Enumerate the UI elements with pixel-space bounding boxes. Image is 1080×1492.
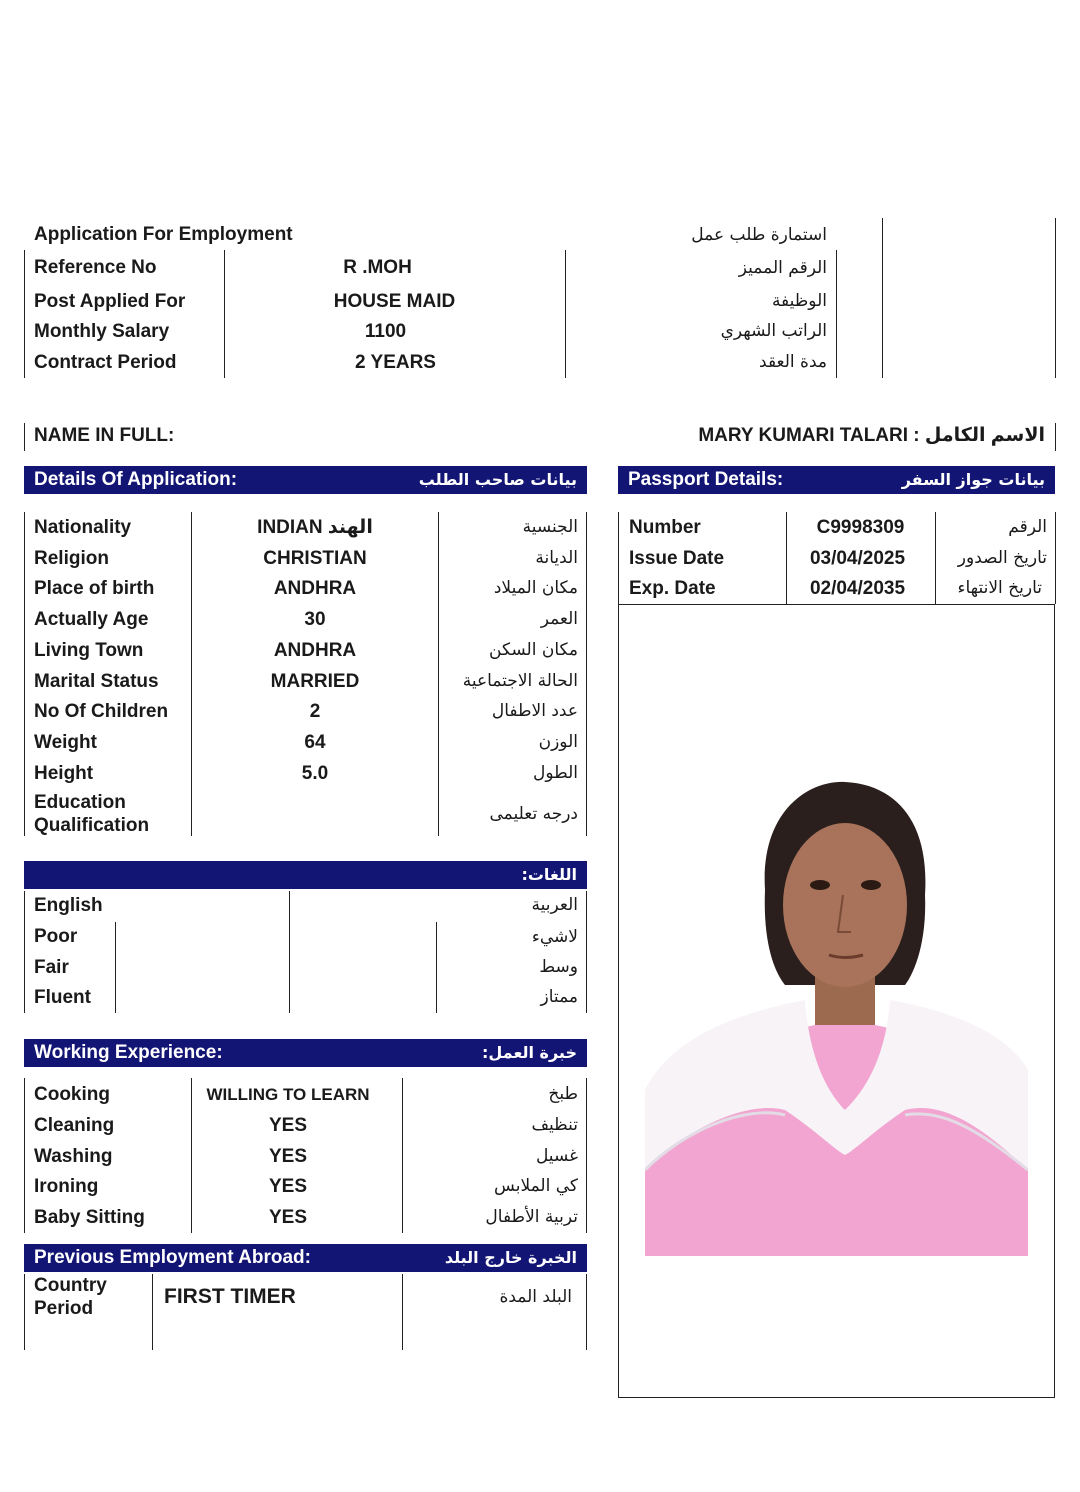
experience-row-label: Cooking (34, 1084, 110, 1105)
application-row-value: INDIAN الهند (257, 517, 373, 538)
divider (289, 891, 290, 1013)
language-level-fair-ar: وسط (539, 957, 578, 977)
application-row-value: 30 (304, 609, 326, 630)
application-row-label-ar: العمر (540, 609, 578, 629)
passport-number-label-ar: الرقم (1008, 517, 1047, 537)
experience-section-title-ar: خبرة العمل: (482, 1043, 577, 1062)
applicant-photo (645, 770, 1028, 1256)
contract-label-ar: مدة العقد (759, 352, 827, 372)
passport-section-title: Passport Details: (628, 469, 784, 490)
post-label-ar: الوظيفة (771, 291, 827, 311)
experience-row-label-ar: تربية الأطفال (485, 1207, 578, 1227)
education-label-ar: درجه تعليمى (489, 804, 578, 824)
exp-date-label: Exp. Date (629, 578, 716, 599)
language-level-poor: Poor (34, 926, 78, 947)
experience-section-header (24, 1039, 587, 1067)
languages-arabic-header: العربية (531, 895, 578, 915)
divider (152, 1274, 153, 1350)
divider (24, 891, 25, 1013)
language-level-fair: Fair (34, 957, 69, 978)
abroad-section-title-ar: الخبرة خارج البلد (444, 1248, 577, 1267)
abroad-value: FIRST TIMER (164, 1285, 296, 1308)
reference-value: R .MOH (343, 257, 412, 278)
divider (115, 922, 116, 1013)
experience-row-value: WILLING TO LEARN (206, 1085, 370, 1104)
divider (24, 423, 25, 451)
divider (1055, 218, 1056, 378)
application-row-label-ar: الديانة (535, 548, 578, 568)
divider (935, 512, 936, 604)
salary-label-ar: الراتب الشهري (720, 321, 827, 341)
application-row-label-ar: مكان السكن (489, 640, 578, 660)
divider (586, 512, 587, 836)
application-title-ar: استمارة طلب عمل (691, 225, 827, 245)
divider (402, 1274, 403, 1350)
application-row-label: Religion (34, 548, 109, 569)
experience-row-label: Ironing (34, 1176, 99, 1197)
full-name-label: NAME IN FULL: (34, 425, 175, 446)
divider (24, 512, 25, 836)
application-row-label-ar: الجنسية (522, 517, 578, 537)
divider (24, 1078, 25, 1233)
application-section-title: Details Of Application: (34, 469, 238, 490)
experience-row-value: YES (268, 1115, 308, 1136)
divider (191, 1078, 192, 1233)
languages-section-title-ar: اللغات: (521, 865, 577, 884)
application-section-header (24, 466, 587, 494)
divider (24, 1274, 25, 1350)
experience-section-title: Working Experience: (34, 1042, 223, 1063)
abroad-country-label: Country (34, 1275, 107, 1296)
divider (438, 512, 439, 836)
post-label: Post Applied For (34, 291, 186, 312)
application-row-value: 64 (304, 732, 326, 753)
application-title: Application For Employment (34, 224, 293, 245)
application-row-value: 5.0 (301, 763, 329, 784)
experience-row-label-ar: تنظيف (531, 1115, 578, 1135)
applicant-portrait (645, 770, 1028, 1256)
divider (191, 512, 192, 836)
contract-value: 2 YEARS (355, 352, 436, 373)
divider (402, 1078, 403, 1233)
abroad-section-title: Previous Employment Abroad: (34, 1247, 311, 1268)
full-name-value: MARY KUMARI TALARI : الاسم الكامل (698, 425, 1045, 446)
post-value: HOUSE MAID (333, 291, 456, 312)
experience-row-label: Baby Sitting (34, 1207, 145, 1228)
language-level-poor-ar: لاشيء (531, 927, 578, 947)
passport-section-title-ar: بيانات جواز السفر (901, 470, 1045, 489)
divider (436, 922, 437, 1013)
application-row-value: CHRISTIAN (263, 548, 367, 569)
passport-section-header (618, 466, 1055, 494)
languages-section-header (24, 861, 587, 889)
application-row-label-ar: مكان الميلاد (493, 578, 578, 598)
issue-date-value: 03/04/2025 (809, 548, 906, 569)
application-row-label: Nationality (34, 517, 132, 538)
divider (586, 1274, 587, 1350)
language-level-fluent: Fluent (34, 987, 91, 1008)
experience-row-label: Cleaning (34, 1115, 115, 1136)
divider (618, 512, 619, 604)
application-row-label-ar: الطول (533, 763, 578, 783)
education-label-2: Qualification (34, 815, 150, 836)
divider (1055, 512, 1056, 604)
exp-date-label-ar: تاريخ الانتهاء (957, 578, 1042, 598)
application-row-value: MARRIED (270, 671, 360, 692)
application-row-label: Place of birth (34, 578, 155, 599)
divider (882, 218, 883, 378)
application-row-label: Marital Status (34, 671, 159, 692)
application-row-value: ANDHRA (273, 640, 357, 661)
application-section-title-ar: بيانات صاحب الطلب (418, 470, 577, 489)
application-row-label-ar: عدد الاطفال (491, 701, 578, 721)
application-row-label: Weight (34, 732, 97, 753)
issue-date-label: Issue Date (629, 548, 725, 569)
divider (1055, 423, 1056, 451)
application-row-label: Living Town (34, 640, 144, 661)
exp-date-value: 02/04/2035 (809, 578, 906, 599)
salary-label: Monthly Salary (34, 321, 170, 342)
passport-number-value: C9998309 (816, 517, 905, 538)
salary-value: 1100 (364, 321, 407, 342)
application-row-value: 2 (309, 701, 321, 722)
divider (586, 891, 587, 1013)
experience-row-value: YES (268, 1146, 308, 1167)
reference-label-ar: الرقم المميز (738, 258, 827, 278)
abroad-label-ar: البلد المدة (499, 1287, 572, 1307)
application-row-label: Actually Age (34, 609, 149, 630)
application-row-label: Height (34, 763, 94, 784)
education-label-1: Education (34, 792, 126, 813)
experience-row-value: YES (268, 1176, 308, 1197)
application-row-label-ar: الوزن (538, 732, 578, 752)
contract-label: Contract Period (34, 352, 177, 373)
passport-number-label: Number (629, 517, 701, 538)
languages-english-header: English (34, 895, 103, 916)
experience-row-label-ar: كي الملابس (494, 1176, 578, 1196)
divider (586, 1078, 587, 1233)
application-row-label-ar: الحالة الاجتماعية (462, 671, 578, 691)
divider (224, 250, 225, 378)
divider (24, 250, 25, 378)
issue-date-label-ar: تاريخ الصدور (957, 548, 1047, 568)
divider (836, 250, 837, 378)
application-row-value: ANDHRA (273, 578, 357, 599)
abroad-section-header (24, 1244, 587, 1272)
reference-label: Reference No (34, 257, 157, 278)
experience-row-label-ar: غسيل (535, 1146, 578, 1166)
language-level-fluent-ar: ممتاز (540, 987, 578, 1007)
experience-row-value: YES (268, 1207, 308, 1228)
application-row-label: No Of Children (34, 701, 169, 722)
divider (565, 250, 566, 378)
experience-row-label-ar: طبخ (548, 1084, 578, 1104)
abroad-period-label: Period (34, 1298, 94, 1319)
experience-row-label: Washing (34, 1146, 113, 1167)
